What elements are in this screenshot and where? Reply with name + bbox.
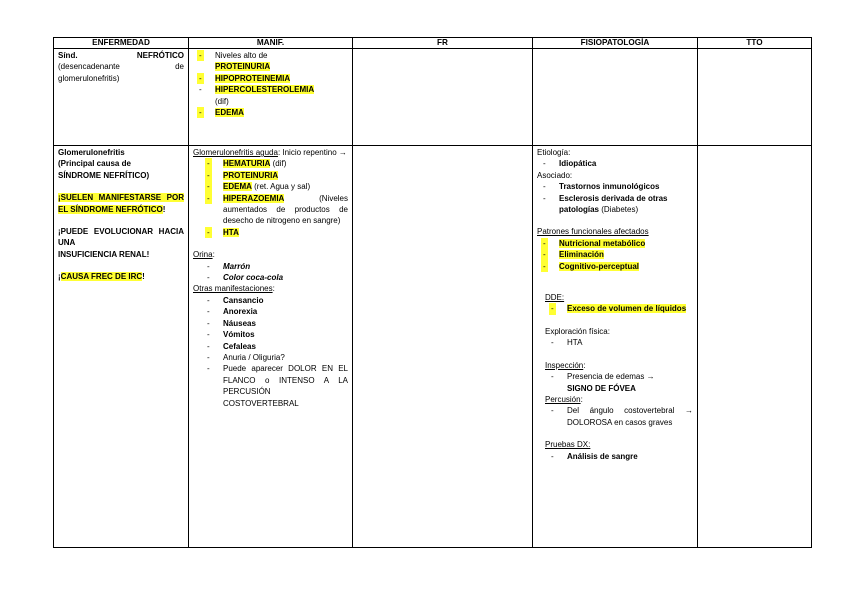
list-item bbox=[201, 193, 348, 227]
otras-text: Puede aparecer DOLOR EN EL FLANCO o INTENSO A LA PERCUSIÓN COSTOVERTEBRAL bbox=[223, 364, 348, 408]
orina-text: Color coca-cola bbox=[223, 273, 284, 283]
list-item bbox=[537, 158, 693, 169]
aguda-rest: : Inicio repentino → bbox=[277, 148, 347, 157]
disease-table bbox=[53, 37, 812, 548]
header-row bbox=[54, 38, 812, 49]
dde-block bbox=[537, 292, 693, 462]
warning-text: INSUFICIENCIA RENAL! bbox=[58, 249, 150, 259]
manif-note: (ret. Agua y sal) bbox=[251, 182, 311, 192]
cause-text: (Principal causa de bbox=[58, 159, 131, 169]
otras-title: Otras manifestaciones bbox=[193, 284, 273, 294]
list-item bbox=[537, 249, 693, 260]
list-item bbox=[545, 371, 693, 394]
fisio-note: (Diabetes) bbox=[599, 205, 639, 215]
list-item bbox=[201, 306, 348, 317]
list-item bbox=[201, 352, 348, 363]
manif-text: Niveles alto de bbox=[215, 51, 268, 60]
list-item bbox=[545, 337, 693, 348]
manif-text: PROTEINURIA bbox=[215, 62, 271, 72]
list-item bbox=[545, 451, 693, 462]
cell-enfermedad-glomerulo bbox=[54, 146, 189, 548]
header-manif: MANIF. bbox=[189, 38, 353, 49]
list-item bbox=[201, 261, 348, 272]
otras-colon: : bbox=[272, 284, 275, 294]
exploracion-label: Exploración física: bbox=[545, 326, 610, 336]
disease-label-2: NEFRÓTICO bbox=[136, 51, 184, 60]
asociado-label: Asociado: bbox=[537, 170, 573, 180]
list-item bbox=[545, 405, 693, 428]
manif-text: HIPERAZOEMIA bbox=[223, 193, 285, 203]
manif-note: (dif) bbox=[270, 159, 287, 169]
list-item bbox=[201, 318, 348, 329]
warning-text: ¡SUELEN MANIFESTARSE POR EL SÍNDROME NEFRÓTICO bbox=[58, 193, 184, 214]
aguda-title: Glomerulonefritis aguda bbox=[193, 148, 278, 157]
dde-label: DDE: bbox=[545, 293, 565, 303]
warning-insuficiencia bbox=[58, 226, 184, 260]
inspeccion-label: Inspección bbox=[545, 360, 584, 370]
warning-text: ¡PUEDE EVOLUCIONAR HACIA UNA bbox=[58, 227, 184, 248]
otras-text: Cefaleas bbox=[223, 341, 256, 351]
patrones-label: Patrones funcionales afectados bbox=[537, 227, 649, 237]
cell-fr-glomerulo bbox=[353, 146, 533, 548]
manif-text: HIPOPROTEINEMIA bbox=[215, 73, 291, 83]
orina-heading bbox=[193, 249, 348, 260]
row-nefrotico bbox=[54, 49, 812, 146]
otras-text: Vómitos bbox=[223, 330, 255, 340]
warning-text: CAUSA FREC DE IRC bbox=[60, 272, 143, 282]
row-glomerulonefritis bbox=[54, 146, 812, 548]
fisio-text: Cognitivo-perceptual bbox=[559, 261, 640, 271]
list-item bbox=[201, 158, 348, 169]
cell-enfermedad-nefrotico bbox=[54, 49, 189, 146]
otras-text: Anorexia bbox=[223, 307, 258, 317]
fisio-text: Del ángulo costovertebral → DOLOROSA en casos graves bbox=[567, 406, 693, 427]
header-fisiopatologia: FISIOPATOLOGÍA bbox=[533, 38, 698, 49]
cell-fisio-nefrotico bbox=[533, 49, 698, 146]
pruebas-label: Pruebas DX: bbox=[545, 440, 591, 450]
list-item bbox=[537, 181, 693, 192]
list-item bbox=[537, 238, 693, 249]
header-enfermedad: ENFERMEDAD bbox=[54, 38, 189, 49]
list-item bbox=[537, 261, 693, 272]
fisio-text: Esclerosis derivada de otras patologías bbox=[559, 193, 668, 215]
inspeccion-colon: : bbox=[583, 360, 586, 370]
list-item bbox=[193, 84, 348, 107]
disease-note: (desencadenante de glomerulonefritis) bbox=[58, 62, 184, 83]
warning-irc bbox=[58, 271, 184, 282]
list-item bbox=[201, 272, 348, 283]
fisio-text: HTA bbox=[567, 338, 583, 348]
cell-fr-nefrotico bbox=[353, 49, 533, 146]
fisio-text: Trastornos inmunológicos bbox=[559, 182, 660, 192]
list-item bbox=[193, 107, 348, 118]
list-item bbox=[201, 181, 348, 192]
manif-text: EDEMA bbox=[215, 108, 244, 118]
warning-end: ! bbox=[142, 272, 145, 282]
fisio-text: SIGNO DE FÓVEA bbox=[567, 383, 636, 393]
fisio-text: Análisis de sangre bbox=[567, 451, 638, 461]
fisio-text: Presencia de edemas → bbox=[567, 372, 655, 382]
header-fr: FR bbox=[353, 38, 533, 49]
cell-fisio-glomerulo bbox=[533, 146, 698, 548]
inspeccion-heading bbox=[545, 360, 693, 371]
list-item bbox=[201, 170, 348, 181]
header-tto: TTO bbox=[698, 38, 812, 49]
list-item bbox=[545, 303, 693, 314]
manif-text: PROTEINURIA bbox=[223, 170, 279, 180]
fisio-text: Exceso de volumen de líquidos bbox=[567, 304, 687, 314]
etiologia-label: Etiología: bbox=[537, 148, 571, 157]
list-item bbox=[201, 363, 348, 409]
orina-text: Marrón bbox=[223, 261, 251, 271]
cell-tto-nefrotico bbox=[698, 49, 812, 146]
otras-text: Náuseas bbox=[223, 318, 256, 328]
percusion-colon: : bbox=[580, 394, 583, 404]
manif-text: HEMATURIA bbox=[223, 159, 271, 169]
orina-title: Orina bbox=[193, 250, 213, 260]
manif-text: (dif) bbox=[215, 96, 229, 106]
manif-note: (Niveles aumentados de productos de desecho de nitrogeno en sangre) bbox=[223, 193, 348, 226]
disease-label-1: Sínd. bbox=[58, 51, 78, 60]
fisio-text: Eliminación bbox=[559, 250, 604, 260]
list-item bbox=[201, 329, 348, 340]
fisio-text: Idiopática bbox=[559, 159, 597, 169]
orina-colon: : bbox=[212, 250, 215, 260]
list-item bbox=[537, 193, 693, 216]
percusion-heading bbox=[545, 394, 693, 405]
list-item bbox=[201, 227, 348, 238]
cell-manif-glomerulo bbox=[189, 146, 353, 548]
percusion-label: Percusión bbox=[545, 394, 581, 404]
list-item bbox=[193, 50, 348, 73]
warning-end: ! bbox=[162, 204, 166, 214]
warning-nefrotico bbox=[58, 192, 184, 215]
manif-text: HIPERCOLESTEROLEMIA bbox=[215, 85, 315, 95]
aguda-heading bbox=[193, 147, 348, 158]
list-item bbox=[201, 341, 348, 352]
manif-text: HTA bbox=[223, 227, 239, 237]
otras-heading bbox=[193, 283, 348, 294]
cell-tto-glomerulo bbox=[698, 146, 812, 548]
disease-cause bbox=[58, 158, 184, 181]
disease-name: Glomerulonefritis bbox=[58, 148, 125, 157]
list-item bbox=[201, 295, 348, 306]
warning-pre: ¡ bbox=[58, 272, 61, 282]
otras-text: Anuria / Oliguria? bbox=[223, 352, 285, 362]
fisio-text: Nutricional metabólico bbox=[559, 238, 646, 248]
cause-text-2: SÍNDROME NEFRÍTICO) bbox=[58, 170, 150, 180]
otras-text: Cansancio bbox=[223, 295, 264, 305]
manif-text: EDEMA bbox=[223, 182, 252, 192]
cell-manif-nefrotico bbox=[189, 49, 353, 146]
list-item bbox=[193, 73, 348, 84]
